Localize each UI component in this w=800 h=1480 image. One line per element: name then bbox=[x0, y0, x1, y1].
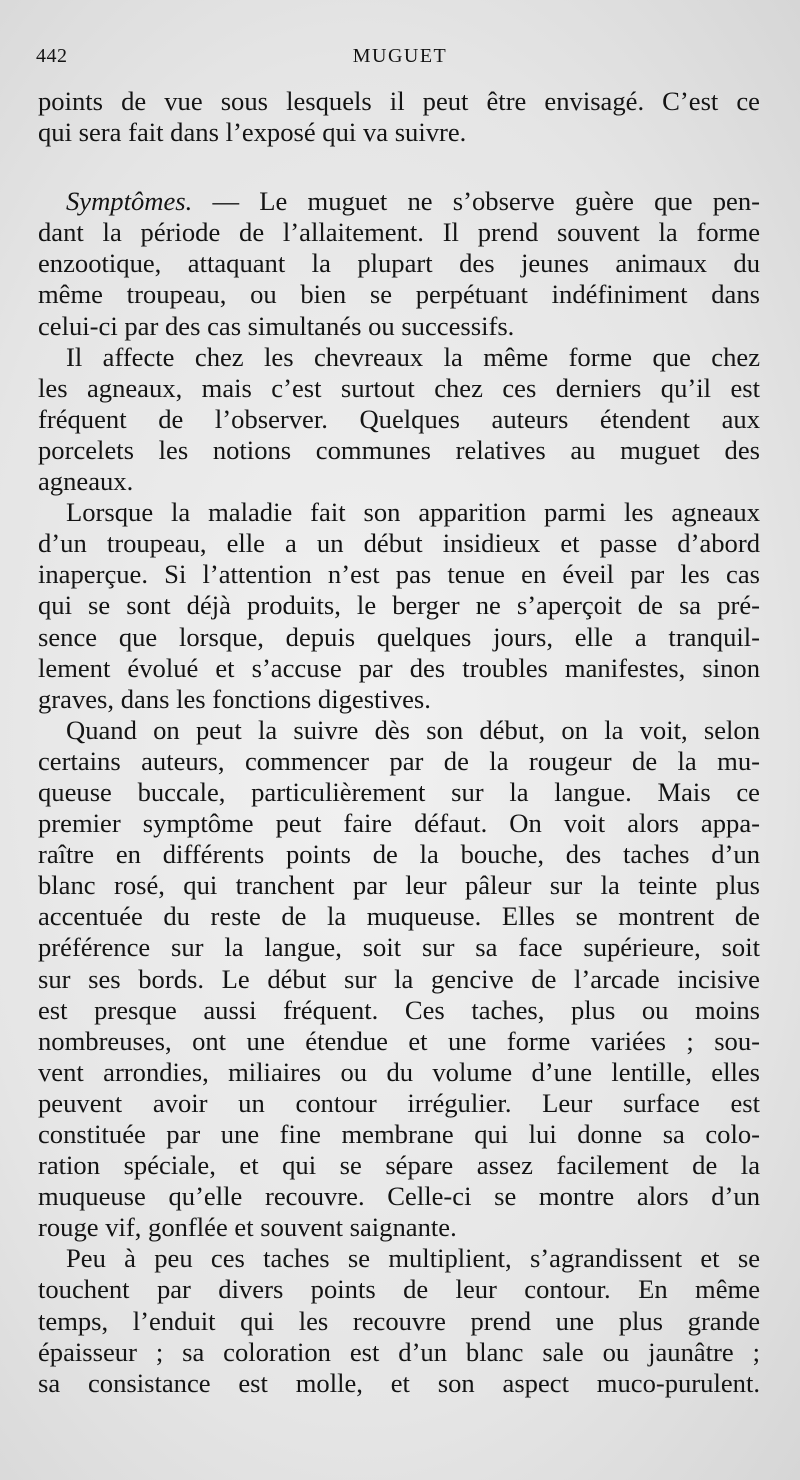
text-line: épaisseur ; sa coloration est d’un blanc sale ou jaunâtre ; bbox=[38, 1336, 760, 1367]
text-line: qui sera fait dans l’exposé qui va suivre. bbox=[38, 117, 467, 148]
text-line: nombreuses, ont une étendue et une forme variées ; sou- bbox=[38, 1025, 760, 1056]
paragraph-chevreaux bbox=[38, 342, 760, 497]
text-line: blanc rosé, qui tranchent par leur pâleur sur la teinte plus bbox=[38, 870, 760, 901]
text-line: constituée par une fine membrane qui lui donne sa colo- bbox=[38, 1119, 760, 1149]
paragraph-symptomes bbox=[38, 186, 760, 341]
text-line: certains auteurs, commencer par de la rougeur de la mu- bbox=[38, 745, 760, 776]
text-line: Quand on peut la suivre dès son début, on la voit, selon bbox=[66, 714, 760, 745]
text-line: enzootique, attaquant la plupart des jeunes animaux du bbox=[38, 248, 760, 279]
text-line: rouge vif, gonflée et souvent saignante. bbox=[38, 1212, 457, 1243]
text-line: dant la période de l’allaitement. Il prend souvent la forme bbox=[38, 217, 760, 248]
text-line: Il affecte chez les chevreaux la même forme que chez bbox=[66, 341, 760, 372]
text-line: ration spéciale, et qui se sépare assez facilement de la bbox=[38, 1150, 760, 1181]
text-line: touchent par divers points de leur contour. En même bbox=[38, 1274, 760, 1305]
running-title: MUGUET bbox=[352, 45, 448, 67]
text-line: sa consistance est molle, et son aspect muco-purulent. bbox=[38, 1367, 760, 1398]
section-heading: Symptômes. bbox=[66, 186, 193, 217]
page-number: 442 bbox=[36, 45, 68, 67]
paragraph-debut bbox=[38, 715, 760, 1244]
text-line: fréquent de l’observer. Quelques auteurs étendent aux bbox=[38, 403, 760, 434]
text-line: porcelets les notions communes relatives au muguet des bbox=[38, 434, 760, 465]
paragraph-apparition bbox=[38, 497, 760, 715]
text-line: premier symptôme peut faire défaut. On voit alors appa- bbox=[38, 808, 760, 839]
text-line: graves, dans les fonctions digestives. bbox=[38, 683, 431, 714]
text-line: lement évolué et s’accuse par des troubles manifestes, sinon bbox=[38, 652, 760, 683]
page-header bbox=[36, 45, 764, 75]
text-line: préférence sur la langue, soit sur sa face supérieure, soit bbox=[38, 932, 760, 963]
text-line bbox=[38, 186, 760, 217]
section-gap bbox=[38, 148, 760, 186]
text-line: muqueuse qu’elle recouvre. Celle-ci se montre alors d’un bbox=[38, 1181, 760, 1212]
text-line: inaperçue. Si l’attention n’est pas tenue en éveil par les cas bbox=[38, 559, 760, 590]
text-line: peuvent avoir un contour irrégulier. Leur surface est bbox=[38, 1087, 760, 1118]
text-line: d’un troupeau, elle a un début insidieux et passe d’abord bbox=[38, 528, 760, 559]
text-line: points de vue sous lesquels il peut être envisagé. C’est ce bbox=[38, 86, 760, 116]
text-line: sence que lorsque, depuis quelques jours, elle a tranquil- bbox=[38, 621, 760, 652]
text-line: raître en différents points de la bouche, des taches d’un bbox=[38, 839, 760, 870]
text-line: qui se sont déjà produits, le berger ne s’aperçoit de sa pré- bbox=[38, 590, 760, 621]
text-line: même troupeau, ou bien se perpétuant indéfiniment dans bbox=[38, 279, 760, 310]
paragraph-multiplication bbox=[38, 1243, 760, 1398]
text-line: temps, l’enduit qui les recouvre prend une plus grande bbox=[38, 1305, 760, 1336]
text-line: accentuée du reste de la muqueuse. Elles se montrent de bbox=[38, 901, 760, 932]
text-line: celui-ci par des cas simultanés ou successifs. bbox=[38, 310, 515, 341]
body-text bbox=[38, 86, 760, 1399]
text-line: est presque aussi fréquent. Ces taches, plus ou moins bbox=[38, 994, 760, 1025]
text-line: sur ses bords. Le début sur la gencive de l’arcade incisive bbox=[38, 963, 760, 994]
text-line: queuse buccale, particulièrement sur la langue. Mais ce bbox=[38, 776, 760, 807]
paragraph-continuation bbox=[38, 86, 760, 148]
text-line: Lorsque la maladie fait son apparition parmi les agneaux bbox=[66, 497, 760, 528]
text-line: agneaux. bbox=[38, 466, 134, 497]
text-line: vent arrondies, miliaires ou du volume d’une lentille, elles bbox=[38, 1056, 760, 1087]
text-line: les agneaux, mais c’est surtout chez ces derniers qu’il est bbox=[38, 372, 760, 403]
text-run: — Le muguet ne s’observe guère que pen- bbox=[192, 186, 760, 217]
text-line: Peu à peu ces taches se multiplient, s’agrandissent et se bbox=[66, 1243, 760, 1274]
